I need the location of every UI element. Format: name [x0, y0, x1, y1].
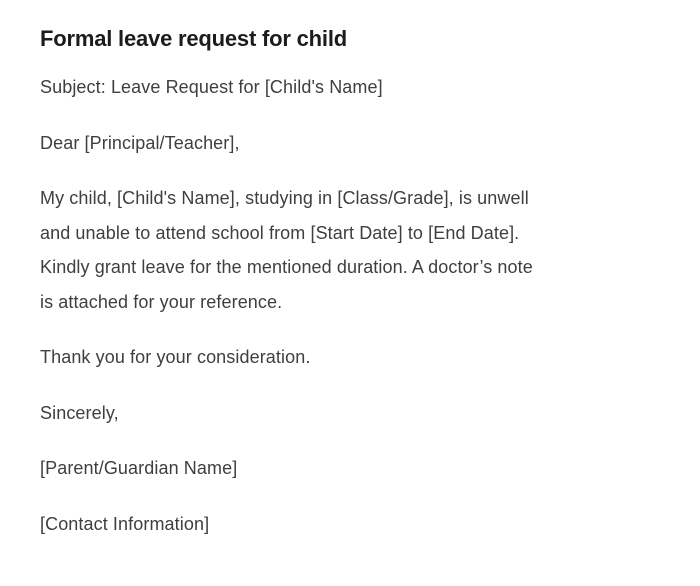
subject-line: Subject: Leave Request for [Child's Name] [40, 77, 383, 98]
body-paragraph: My child, [Child's Name], studying in [Class/Grade], is unwell and unable to attend school from [Start Date] to [End Date]. Kindly grant leave for the mentioned duration. A doctor’s note is attached for your reference. [40, 188, 533, 312]
contact-info: [Contact Information] [40, 513, 210, 534]
salutation: Dear [Principal/Teacher], [40, 132, 240, 153]
signature-name: [Parent/Guardian Name] [40, 458, 238, 479]
signoff: Sincerely, [40, 402, 119, 423]
page-title: Formal leave request for child [40, 26, 347, 51]
thanks-line: Thank you for your consideration. [40, 347, 311, 368]
